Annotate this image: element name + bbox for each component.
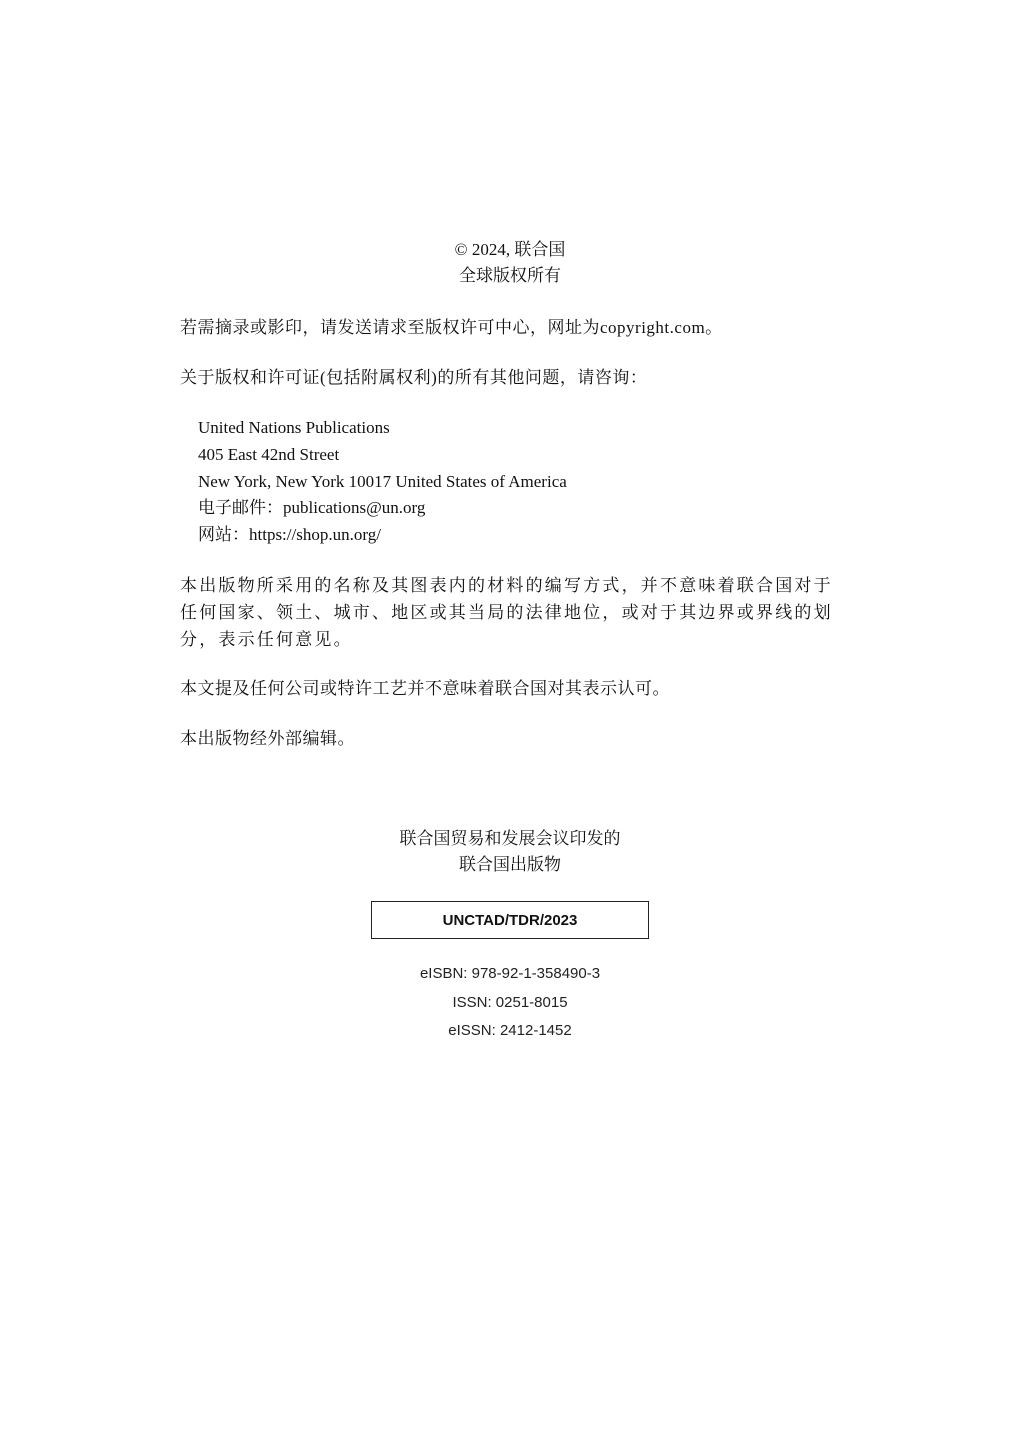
- disclaimer-paragraph: 本出版物所采用的名称及其图表内的材料的编写方式，并不意味着联合国对于任何国家、领土、城市、地区或其当局的法律地位，或对于其边界或界线的划分，表示任何意见。: [180, 576, 833, 649]
- publisher-line-2: 联合国出版物: [459, 855, 561, 874]
- permission-paragraph: 若需摘录或影印，请发送请求至版权许可中心，网址为copyright.com。: [180, 318, 723, 337]
- eisbn-line: eISBN: 978-92-1-358490-3: [419, 965, 601, 982]
- rights-reserved: 全球版权所有: [459, 266, 561, 285]
- endorsement-paragraph: 本文提及任何公司或特许工艺并不意味着联合国对其表示认可。: [180, 679, 670, 698]
- address-street: 405 East 42nd Street: [198, 445, 340, 464]
- editing-paragraph: 本出版物经外部编辑。: [180, 729, 355, 748]
- inquiries-paragraph: 关于版权和许可证(包括附属权利)的所有其他问题，请咨询：: [180, 368, 648, 387]
- issn-line: ISSN: 0251-8015: [452, 994, 568, 1011]
- copyright-notice: © 2024, 联合国: [454, 240, 566, 259]
- address-org: United Nations Publications: [198, 418, 390, 437]
- eissn-line: eISSN: 2412-1452: [448, 1022, 572, 1039]
- publisher-line-1: 联合国贸易和发展会议印发的: [399, 829, 621, 848]
- address-email: 电子邮件：publications@un.org: [198, 498, 426, 517]
- address-city: New York, New York 10017 United States of America: [198, 472, 567, 491]
- address-website: 网站：https://shop.un.org/: [198, 525, 381, 544]
- document-code-box: UNCTAD/TDR/2023: [371, 901, 649, 939]
